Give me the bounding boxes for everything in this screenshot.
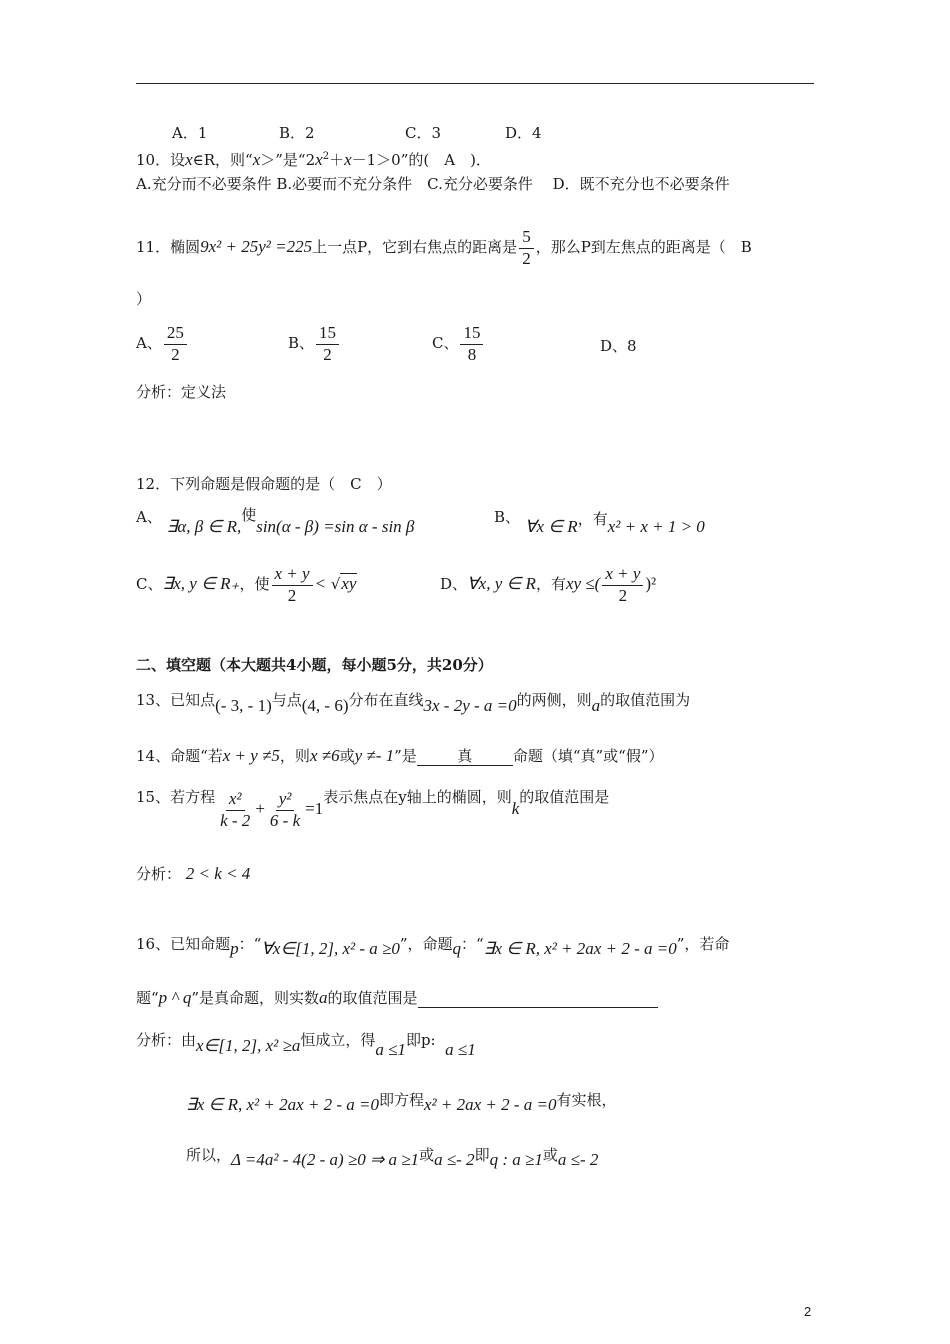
- q12-option-d: D、∀x, y ∈ R，有xy ≤( $\frac{x + y}{2}$ )²: [440, 564, 657, 605]
- q14-answer-blank: 真: [417, 747, 513, 766]
- q12-stem: 12．下列命题是假命题的是（ C ）: [136, 475, 392, 493]
- q15-stem: 15、若方程 $\frac{\text{x²}}{k - 2}$ + $\frac{\text{y²}}{6 - k}$ =1表示焦点在y轴上的椭圆，则k的取值范围是: [136, 788, 610, 830]
- q11-option-d: D、8: [600, 337, 637, 355]
- page-number: 2: [804, 1304, 812, 1319]
- q16-answer-blank: [418, 989, 658, 1008]
- q16-analysis-line1: 分析：由x∈[1, 2], x² ≥a恒成立，得a ≤1即p: a ≤1: [136, 1031, 476, 1059]
- q12-option-b: B、 ∀x ∈ R，有x² + x + 1 > 0: [494, 508, 705, 536]
- q16-analysis-line3: 所以，Δ =4a² - 4(2 - a) ≥0 ⇒ a ≥1或a ≤- 2即q : a ≥1或a ≤- 2: [186, 1146, 599, 1169]
- q15-analysis: 分析： 2 < k < 4: [136, 864, 251, 883]
- q9-option-a: A．1: [172, 124, 208, 142]
- q11-option-a: A、 $\frac{25}{2}$: [136, 324, 189, 364]
- q11-analysis: 分析：定义法: [136, 383, 227, 401]
- q11-option-b: B、 $\frac{15}{2}$: [288, 324, 341, 364]
- q11-option-c: C、 $\frac{15}{8}$: [432, 324, 485, 364]
- q10-options: A.充分而不必要条件 B.必要而不充分条件 C.充分必要条件 D．既不充分也不必要条件: [136, 175, 730, 193]
- q9-option-b: B．2: [279, 124, 315, 142]
- q11-distance-fraction: $\frac{5}{2}$: [519, 228, 534, 268]
- q13-stem: 13、已知点(- 3, - 1)与点(4, - 6)分布在直线3x - 2y - a =0的两侧，则a的取值范围为: [136, 691, 691, 715]
- q12-option-a: A、 ∃α, β ∈ R,使sin(α - β) =sin α - sin β: [136, 506, 415, 536]
- q9-option-d: D．4: [505, 124, 542, 142]
- q14-stem: 14、命题“若x + y ≠5，则x ≠6或y ≠- 1”是 真 命题（填“真”或“假”）: [136, 746, 664, 765]
- q16-analysis-line2: ∃x ∈ R, x² + 2ax + 2 - a =0即方程x² + 2ax + 2 - a =0有实根，: [186, 1091, 617, 1114]
- q12-option-c: C、∃x, y ∈ R₊，使 $\frac{x + y}{2}$ < √xy: [136, 564, 357, 605]
- q11-close: ）: [136, 290, 152, 308]
- header-rule: [136, 83, 814, 84]
- q16-stem-line1: 16、已知命题p：“∀x∈[1, 2], x² - a ≥0”，命题q：“∃x ∈ R, x² + 2ax + 2 - a =0”，若命: [136, 935, 730, 958]
- q9-option-c: C．3: [405, 124, 442, 142]
- q10-stem: 10．设x∈R，则“x＞”是“$2x^2+x-1>0$”的( A )．: [136, 150, 491, 169]
- section2-title: 二、填空题（本大题共4小题，每小题5分，共20分）: [136, 656, 493, 674]
- q16-stem-line2: 题“p ^ q”是真命题，则实数a的取值范围是: [136, 988, 658, 1008]
- q11-stem: 11．椭圆9x² + 25y² =225上一点P，它到右焦点的距离是 $\frac{5}{2}$ ，那么P到左焦点的距离是（ B: [136, 227, 752, 268]
